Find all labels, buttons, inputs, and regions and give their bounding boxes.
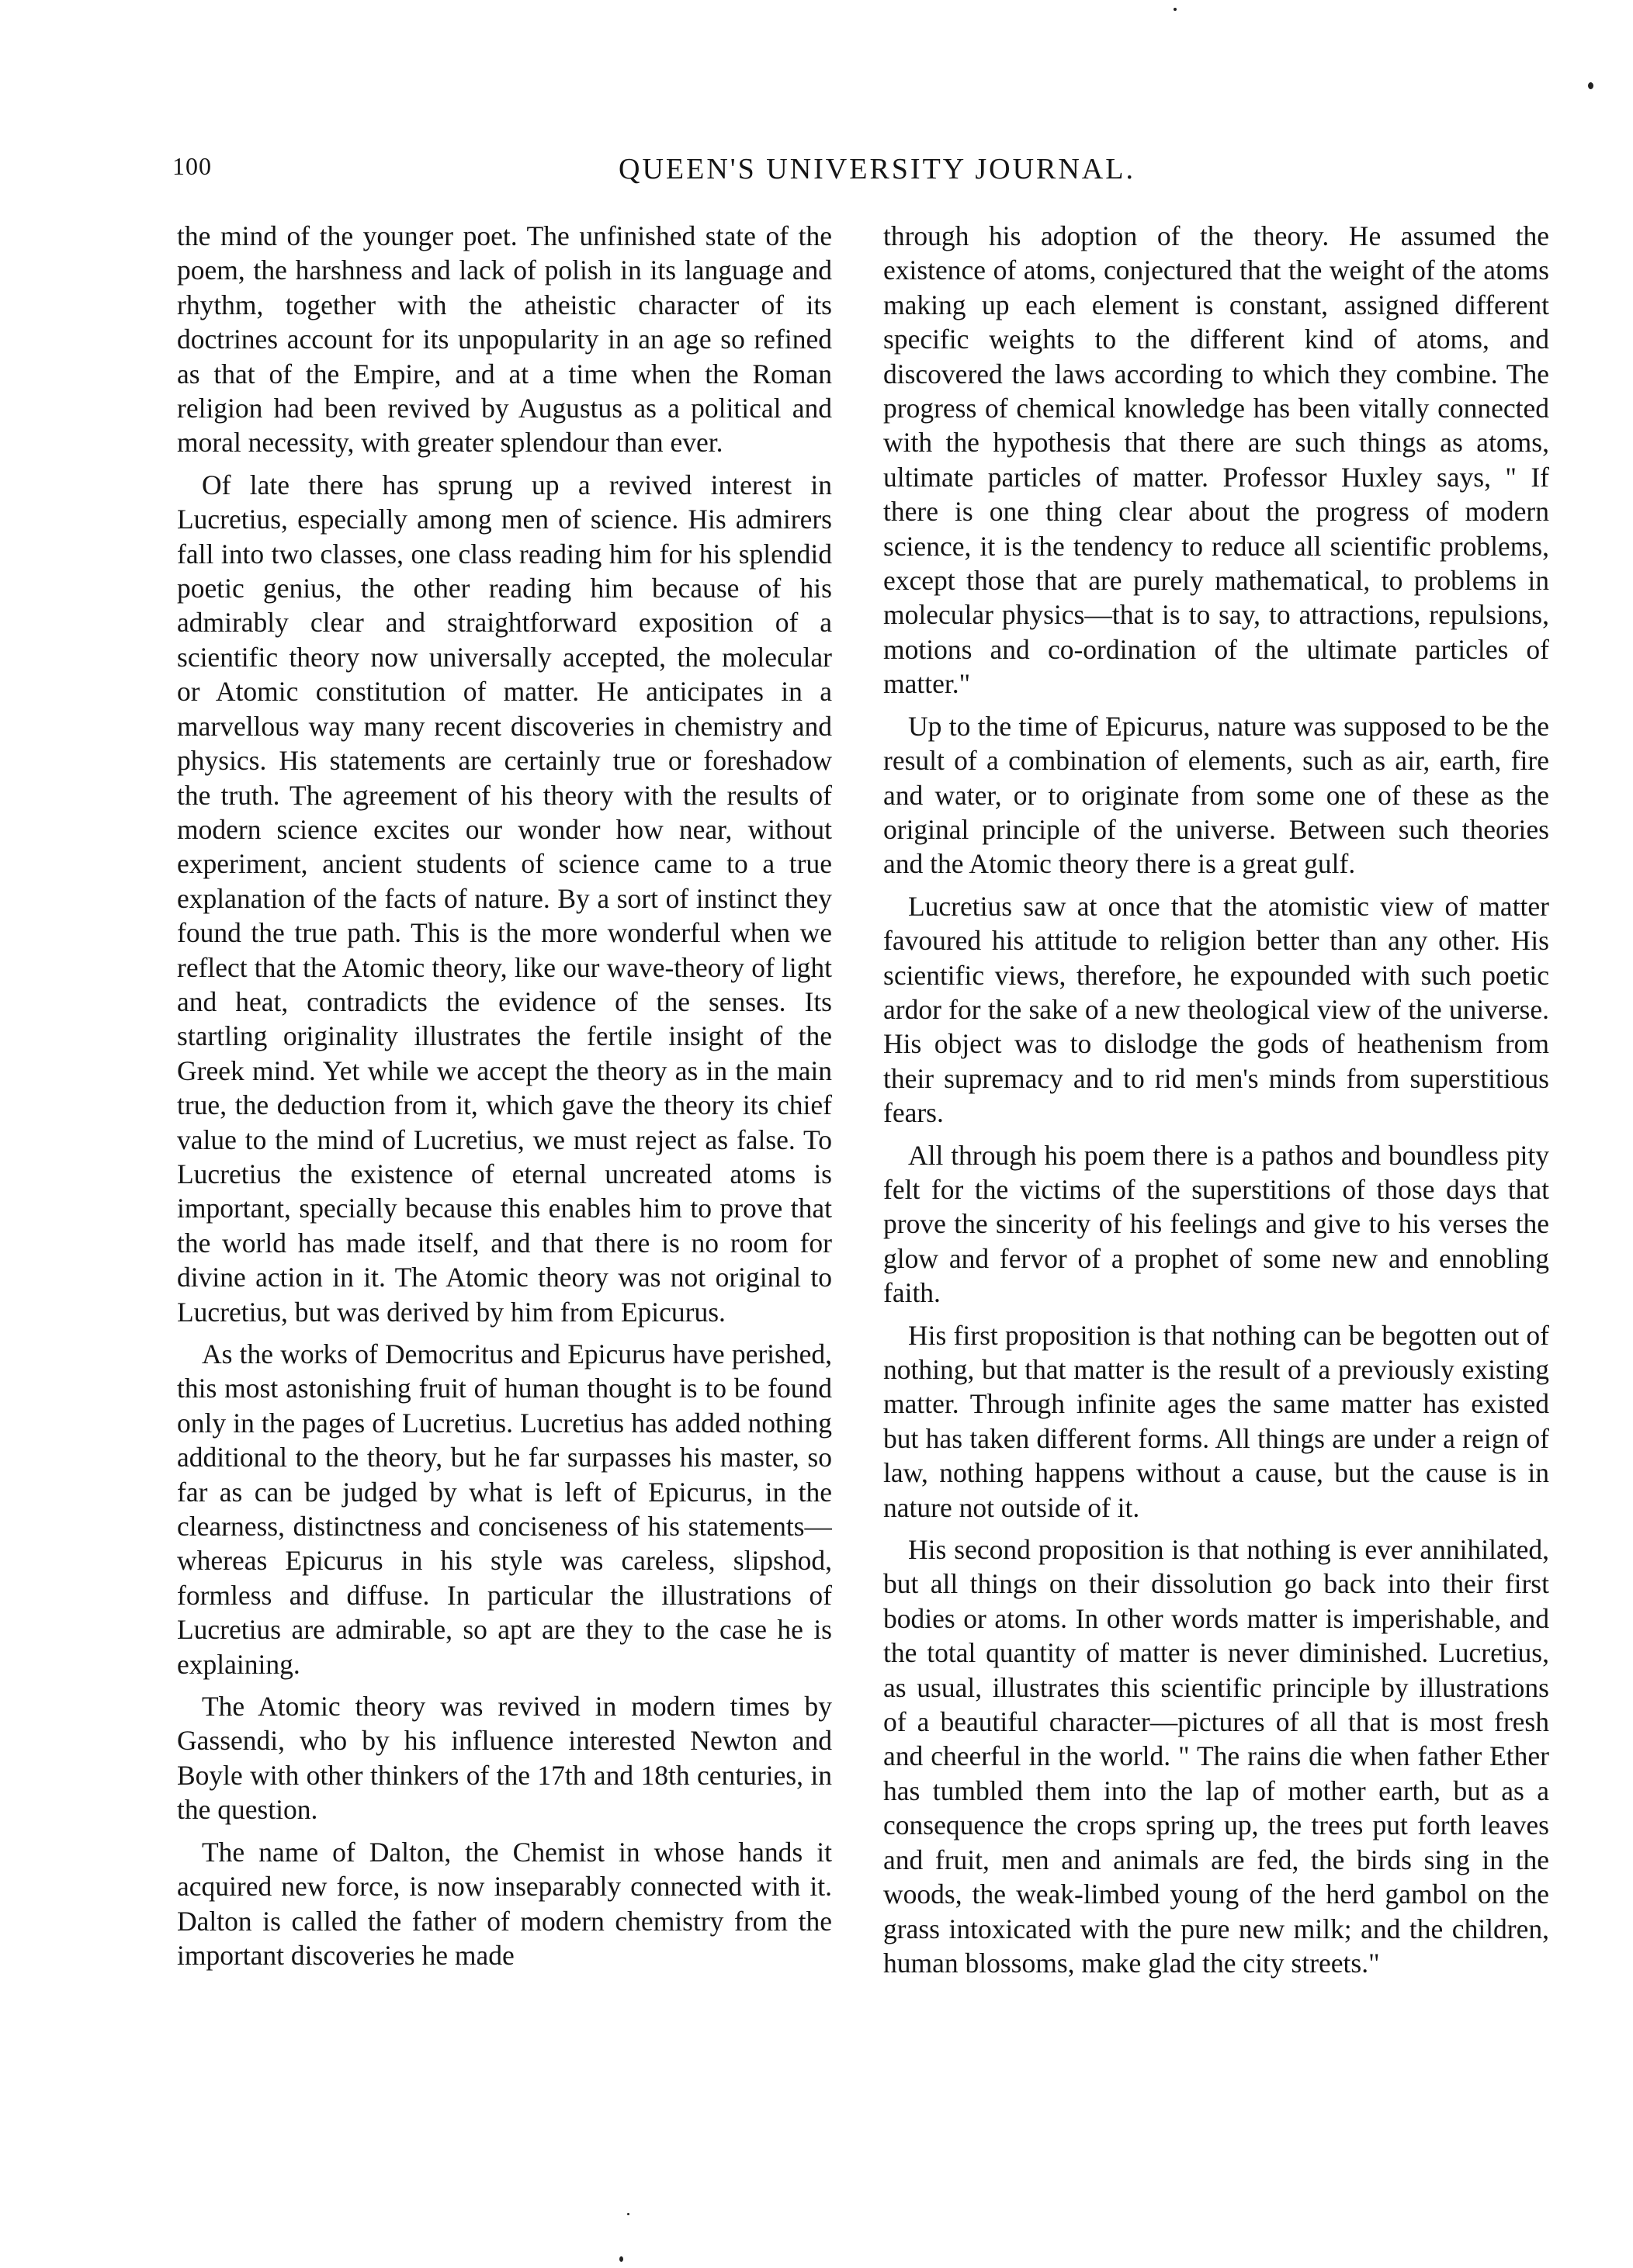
ink-speck	[1588, 82, 1593, 89]
running-title: QUEEN'S UNIVERSITY JOURNAL.	[619, 153, 1135, 185]
ink-speck	[627, 2213, 629, 2215]
page-header	[172, 152, 1582, 199]
left-column	[177, 219, 832, 2097]
paragraph: Lucretius saw at once that the atomistic view of matter favoured his attitude to religion better than any other. His scientific views, therefore, he expounded with such poetic ardor for the sake of a new theological view of the universe. His object was to dislodge the gods of heathenism from their supremacy and to rid men's minds from superstitious fears.	[883, 890, 1549, 1129]
paragraph: the mind of the younger poet. The unfinished state of the poem, the harshness and lack of polish in its language and rhythm, together with the atheistic character of its doctrines account for its unpopularity in an age so refined as that of the Empire, and at a time when the Roman religion had been revived by Augustus as a political and moral necessity, with greater splendour than ever.	[177, 220, 832, 459]
right-column	[883, 219, 1549, 2097]
ink-speck	[1174, 8, 1177, 11]
paragraph: All through his poem there is a pathos and boundless pity felt for the victims of the superstitions of those days that prove the sincerity of his feelings and give to his verses the glow and fervor of a prophet of some new and ennobling faith.	[883, 1139, 1549, 1309]
paragraph: The name of Dalton, the Chemist in whose hands it acquired new force, is now inseparably connected with it. Dalton is called the father of modern chemistry from the important discoveries he made	[177, 1836, 832, 1971]
paragraph: Of late there has sprung up a revived interest in Lucretius, especially among men of science. His admirers fall into two classes, one class reading him for his splendid poetic genius, the other reading him because of his admirably clear and straightforward exposition of a scientific theory now universally accepted, the molecular or Atomic constitution of matter. He anticipates in a marvellous way many recent discoveries in chemistry and physics. His statements are certainly true or foreshadow the truth. The agreement of his theory with the results of modern science excites our wonder how near, without experiment, ancient students of science came to a true explanation of the facts of nature. By a sort of instinct they found the true path. This is the more wonderful when we reflect that the Atomic theory, like our wave-theory of light and heat, contradicts the evidence of the senses. Its startling originality illustrates the fertile insight of the Greek mind. Yet while we accept the theory as in the main true, the deduction from it, which gave the theory its chief value to the mind of Lucretius, we must reject as false. To Lucretius the existence of eternal uncreated atoms is important, specially because this enables him to prove that the world has made itself, and that there is no room for divine action in it. The Atomic theory was not original to Lucretius, but was derived by him from Epicurus.	[177, 469, 832, 1328]
paragraph: His second proposition is that nothing is ever annihilated, but all things on their dissolution go back into their first bodies or atoms. In other words matter is imperishable, and the total quantity of matter is never diminished. Lucretius, as usual, illustrates this scientific principle by illustrations of a beautiful character—pictures of all that is most fresh and cheerful in the world. " The rains die when father Ether has tumbled them into the lap of mother earth, but as a consequence the crops spring up, the trees put forth leaves and fruit, men and animals are fed, the birds sing in the woods, the weak-limbed young of the herd gambol on the grass intoxicated with the pure new milk; and the children, human blossoms, make glad the city streets."	[883, 1534, 1549, 1979]
paragraph: Up to the time of Epicurus, nature was supposed to be the result of a combination of elements, such as air, earth, fire and water, or to originate from some one of these as the original principle of the universe. Between such theories and the Atomic theory there is a great gulf.	[883, 710, 1549, 880]
paragraph: As the works of Democritus and Epicurus have perished, this most astonishing fruit of human thought is to be found only in the pages of Lucretius. Lucretius has added nothing additional to the theory, but he far surpasses his master, so far as can be judged by what is left of Epicurus, in the clearness, distinctness and conciseness of his statements—whereas Epicurus in his style was careless, slipshod, formless and diffuse. In particular the illustrations of Lucretius are admirable, so apt are they to the case he is explaining.	[177, 1338, 832, 1680]
paragraph: His first proposition is that nothing can be begotten out of nothing, but that matter is the result of a previously existing matter. Through infinite ages the same matter has existed but has taken different forms. All things are under a reign of law, nothing happens without a cause, but the cause is in nature not outside of it.	[883, 1319, 1549, 1523]
ink-speck	[619, 2256, 623, 2262]
paragraph: The Atomic theory was revived in modern times by Gassendi, who by his influence interested Newton and Boyle with other thinkers of the 17th and 18th centuries, in the question.	[177, 1691, 832, 1826]
page-number: 100	[172, 152, 212, 180]
paragraph: through his adoption of the theory. He assumed the existence of atoms, conjectured that the weight of the atoms making up each element is constant, assigned different specific weights to the different kind of atoms, and discovered the laws according to which they combine. The progress of chemical knowledge has been vitally connected with the hypothesis that there are such things as atoms, ultimate particles of matter. Professor Huxley says, " If there is one thing clear about the progress of modern science, it is the tendency to reduce all scientific problems, except those that are purely mathematical, to problems in molecular physics—that is to say, to attractions, repulsions, motions and co-ordination of the ultimate particles of matter."	[883, 220, 1549, 700]
